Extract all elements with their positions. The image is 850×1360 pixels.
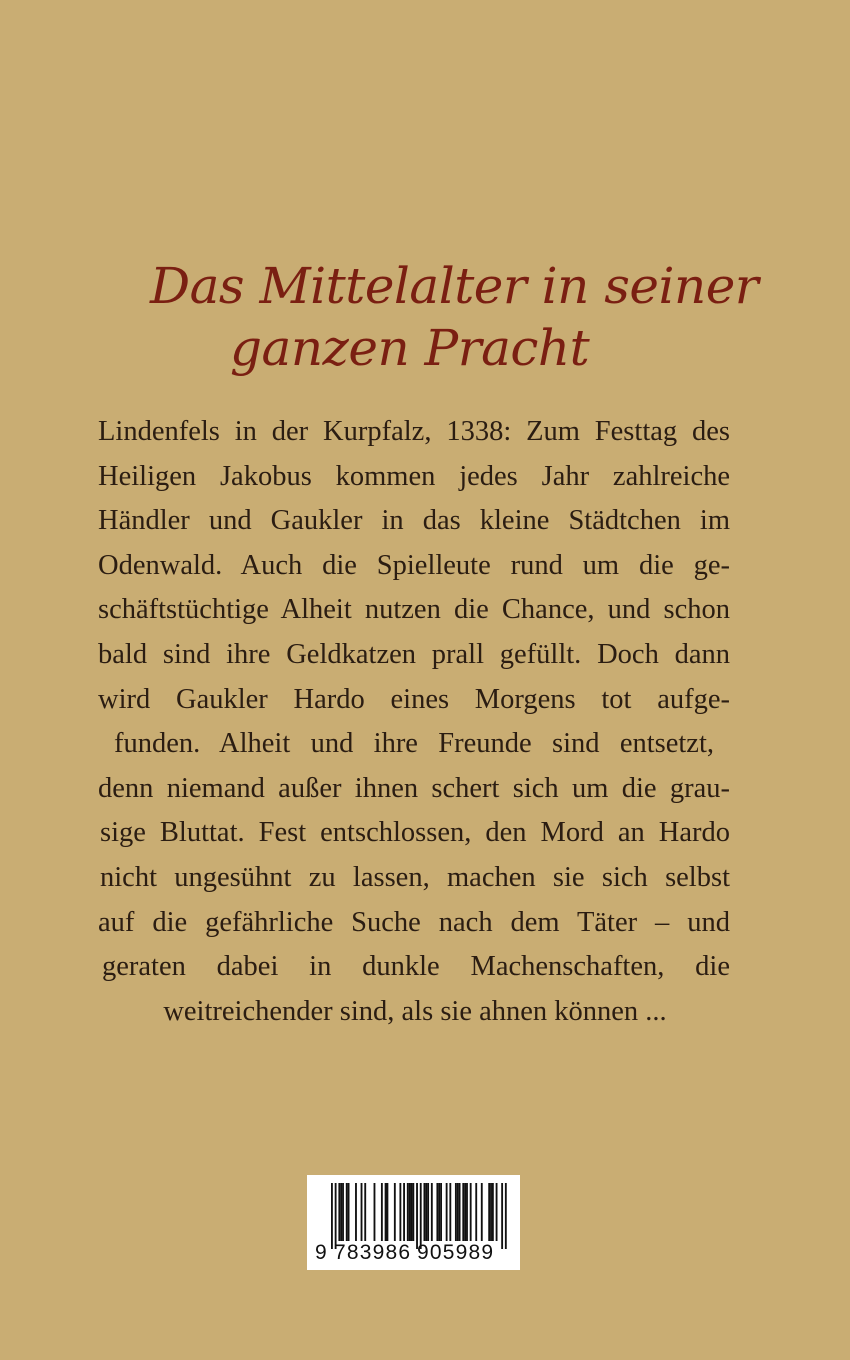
barcode-bar (427, 1183, 429, 1241)
blurb-line: schäftstüchtige Alheit nutzen die Chance, und schon (98, 594, 730, 626)
barcode-bar (407, 1183, 409, 1241)
barcode-bar (340, 1183, 342, 1241)
barcode-bar (342, 1183, 344, 1241)
isbn-barcode (307, 1175, 520, 1270)
barcode-bar (492, 1183, 494, 1241)
barcode-bar (466, 1183, 468, 1241)
barcode-group-2: 905989 (417, 1241, 495, 1264)
tagline-line-1: Das Mittelalter in seiner (150, 257, 759, 315)
barcode-bar (457, 1183, 459, 1241)
barcode-bar (424, 1183, 426, 1241)
barcode-bar (496, 1183, 498, 1241)
blurb (98, 410, 730, 1034)
barcode-bar (394, 1183, 396, 1241)
barcode-group-1: 783986 (334, 1241, 412, 1264)
blurb-line: denn niemand außer ihnen schert sich um die grau- (98, 772, 730, 804)
barcode-bar (490, 1183, 492, 1241)
barcode-bar (416, 1183, 418, 1249)
blurb-line: bald sind ihre Geldkatzen prall gefüllt. Doch dann (98, 638, 730, 670)
barcode-bar (462, 1183, 464, 1241)
blurb-line: auf die gefährliche Suche nach dem Täter – und (98, 906, 730, 938)
barcode-bar (411, 1183, 413, 1241)
barcode-bar (412, 1183, 414, 1241)
blurb-line: sige Bluttat. Fest entschlossen, den Mord an Hardo (100, 817, 730, 849)
barcode-bar (431, 1183, 433, 1241)
barcode-bar (381, 1183, 383, 1241)
barcode-bar (361, 1183, 363, 1241)
barcode-first-digit: 9 (315, 1241, 328, 1264)
blurb-line: Odenwald. Auch die Spielleute rund um die ge- (98, 549, 730, 581)
barcode-bar (364, 1183, 366, 1241)
blurb-line: geraten dabei in dunkle Machenschaften, die (102, 951, 730, 983)
barcode-bar (335, 1183, 337, 1249)
barcode-bar (409, 1183, 411, 1241)
barcode-bar (505, 1183, 507, 1249)
barcode-bar (440, 1183, 442, 1241)
tagline (150, 255, 759, 379)
barcode-bar (446, 1183, 448, 1241)
barcode-bar (481, 1183, 483, 1241)
barcode-bar (355, 1183, 357, 1241)
barcode-bar (449, 1183, 451, 1241)
barcode-bar (488, 1183, 490, 1241)
barcode-bar (425, 1183, 427, 1241)
barcode-bar (455, 1183, 457, 1241)
blurb-line: funden. Alheit und ihre Freunde sind entsetzt, (114, 728, 714, 760)
barcode-bar (387, 1183, 389, 1241)
barcode-bar (470, 1183, 472, 1241)
blurb-line: weitreichender sind, als sie ahnen können ... (163, 995, 667, 1027)
barcode-bar (374, 1183, 376, 1241)
barcode-bar (459, 1183, 461, 1241)
blurb-line: Heiligen Jakobus kommen jedes Jahr zahlreiche (98, 460, 730, 492)
blurb-line: Lindenfels in der Kurpfalz, 1338: Zum Festtag des (98, 416, 730, 447)
tagline-line-2: ganzen Pracht (230, 319, 590, 377)
barcode-bar (338, 1183, 340, 1241)
blurb-line: Händler und Gaukler in das kleine Städtchen im (98, 505, 730, 537)
barcode-bar (346, 1183, 348, 1241)
blurb-line: wird Gaukler Hardo eines Morgens tot aufge- (98, 683, 730, 715)
barcode-bar (475, 1183, 477, 1241)
barcode-bar (501, 1183, 503, 1249)
blurb-line: nicht ungesühnt zu lassen, machen sie sich selbst (100, 861, 730, 893)
barcode-bar (385, 1183, 387, 1241)
barcode-bar (331, 1183, 333, 1249)
barcode-bar (436, 1183, 438, 1241)
barcode-bar (348, 1183, 350, 1241)
barcode-bar (403, 1183, 405, 1241)
barcode-bar (420, 1183, 422, 1249)
barcode-bar (399, 1183, 401, 1241)
barcode-bar (438, 1183, 440, 1241)
barcode-bar (464, 1183, 466, 1241)
